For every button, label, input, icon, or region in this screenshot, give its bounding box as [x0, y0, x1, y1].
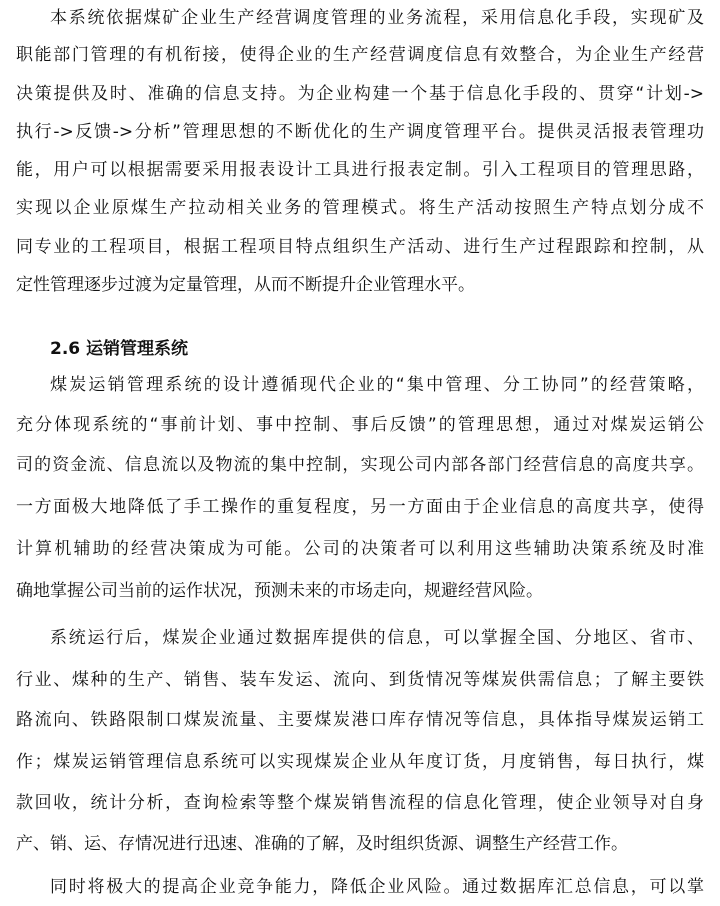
paragraph-1-line-2: 职能部门管理的有机衔接，使得企业的生产经营调度信息有效整合，为企业生产经营 [16, 45, 704, 65]
paragraph-1-line-7: 同专业的工程项目，根据工程项目特点组织生产活动、进行生产过程跟踪和控制，从 [16, 237, 704, 257]
paragraph-1-line-4: 执行->反馈->分析”管理思想的不断优化的生产调度管理平台。提供灵活报表管理功 [16, 122, 704, 142]
paragraph-2-line-5: 计算机辅助的经营决策成为可能。公司的决策者可以利用这些辅助决策系统及时准 [16, 539, 704, 559]
paragraph-1-line-6: 实现以企业原煤生产拉动相关业务的管理模式。将生产活动按照生产特点划分成不 [16, 198, 704, 218]
section-heading: 2.6 运销管理系统 [50, 339, 189, 359]
paragraph-3-line-4: 作；煤炭运销管理信息系统可以实现煤炭企业从年度订货，月度销售，每日执行，煤 [16, 752, 704, 772]
paragraph-3-line-1: 系统运行后，煤炭企业通过数据库提供的信息，可以掌握全国、分地区、省市、 [50, 628, 704, 648]
paragraph-3-line-6: 产、销、运、存情况进行迅速、准确的了解，及时组织货源、调整生产经营工作。 [16, 834, 628, 854]
paragraph-3-line-3: 路流向、铁路限制口煤炭流量、主要煤炭港口库存情况等信息，具体指导煤炭运销工 [16, 710, 704, 730]
paragraph-2-line-2: 充分体现系统的“事前计划、事中控制、事后反馈”的管理思想，通过对煤炭运销公 [16, 415, 704, 435]
paragraph-2-line-1: 煤炭运销管理系统的设计遵循现代企业的“集中管理、分工协同”的经营策略， [50, 375, 704, 395]
paragraph-1-line-3: 决策提供及时、准确的信息支持。为企业构建一个基于信息化手段的、贯穿“计划-> [16, 84, 704, 104]
paragraph-1-line-5: 能，用户可以根据需要采用报表设计工具进行报表定制。引入工程项目的管理思路， [16, 160, 704, 180]
paragraph-1-line-8: 定性管理逐步过渡为定量管理，从而不断提升企业管理水平。 [16, 275, 475, 295]
paragraph-1-line-1: 本系统依据煤矿企业生产经营调度管理的业务流程，采用信息化手段，实现矿及 [50, 8, 704, 28]
paragraph-2-line-6: 确地掌握公司当前的运作状况，预测未来的市场走向，规避经营风险。 [16, 581, 543, 601]
paragraph-2-line-3: 司的资金流、信息流以及物流的集中控制，实现公司内部各部门经营信息的高度共享。 [16, 455, 704, 475]
paragraph-4-line-1: 同时将极大的提高企业竞争能力，降低企业风险。通过数据库汇总信息，可以掌 [50, 877, 704, 897]
paragraph-3-line-2: 行业、煤种的生产、销售、装车发运、流向、到货情况等煤炭供需信息；了解主要铁 [16, 670, 704, 690]
paragraph-3-line-5: 款回收，统计分析，查询检索等整个煤炭销售流程的信息化管理，使企业领导对自身 [16, 793, 704, 813]
paragraph-2-line-4: 一方面极大地降低了手工操作的重复程度，另一方面由于企业信息的高度共享，使得 [16, 497, 704, 517]
